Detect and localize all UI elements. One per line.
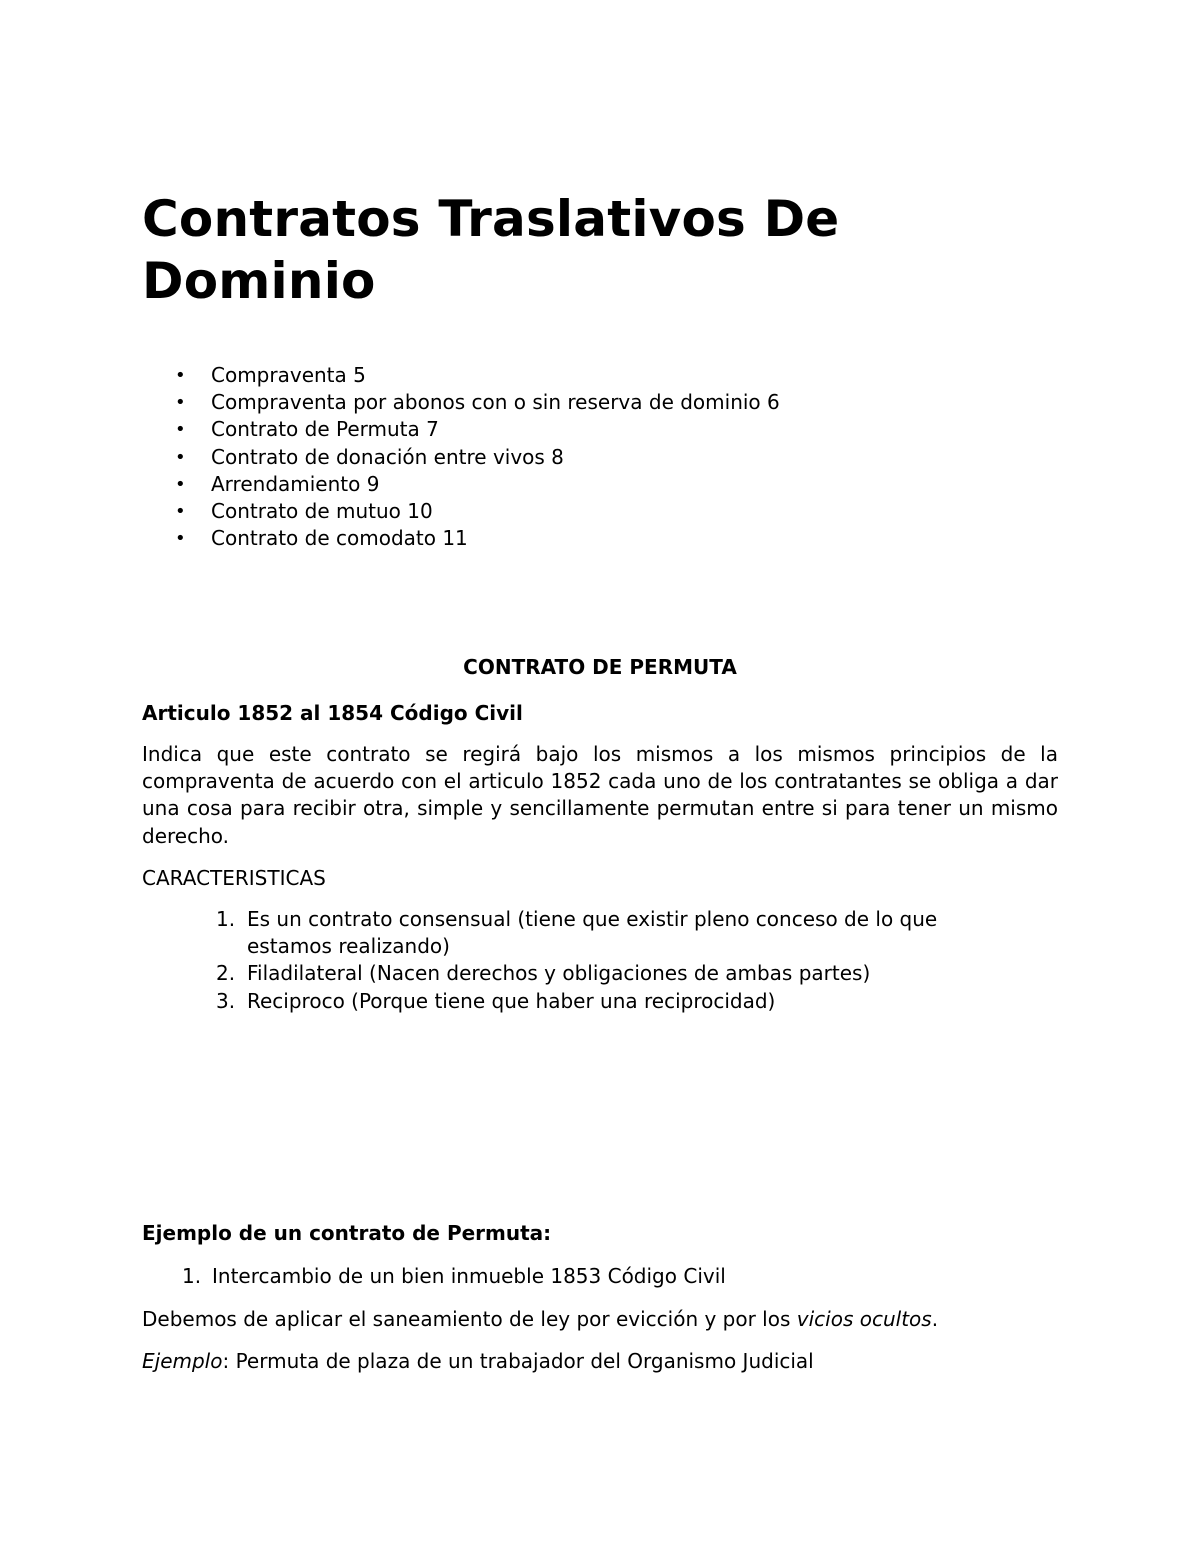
characteristics-label: CARACTERISTICAS [142,866,326,890]
table-of-contents [142,362,780,552]
description-paragraph: Indica que este contrato se regirá bajo los mismos a los mismos principios de la compraventa de acuerdo con el articulo 1852 cada uno de los contratantes se obliga a dar una cosa para recibir otra, simple y sencillamente permutan entre si para tener un mismo derecho. [142,742,1058,848]
toc-item [142,498,780,525]
bullet-icon: • [175,365,186,386]
list-item-text: Filadilateral (Nacen derechos y obligaciones de ambas partes) [247,961,871,986]
example-heading: Ejemplo de un contrato de Permuta: [142,1221,552,1245]
document-title: Contratos Traslativos De Dominio [142,190,840,310]
bullet-icon: • [175,528,186,550]
toc-item-label: Arrendamiento 9 [211,471,380,496]
toc-item-label: Contrato de donación entre vivos 8 [211,444,564,469]
toc-item-label: Contrato de mutuo 10 [211,499,433,524]
list-item-text: Reciproco (Porque tiene que haber una reciprocidad) [247,988,776,1013]
bullet-icon: • [175,473,186,495]
example-paragraph [142,1348,814,1374]
list-item [142,960,1058,987]
toc-item [142,444,780,471]
toc-item [142,525,780,552]
article-reference: Articulo 1852 al 1854 Código Civil [142,701,523,725]
list-item-text: Es un contrato consensual (tiene que existir pleno conceso de lo que estamos realizando) [247,907,938,959]
toc-item-label: Contrato de comodato 11 [211,526,468,551]
list-number: 3. [216,988,236,1013]
list-number: 2. [216,961,236,986]
eviction-period: . [931,1307,939,1331]
example-text: : Permuta de plaza de un trabajador del Organismo Judicial [222,1349,814,1373]
toc-item [142,471,780,498]
eviction-paragraph [142,1306,938,1332]
toc-item [142,362,780,389]
list-number: 1. [216,907,236,931]
list-item [142,1263,1058,1290]
bullet-icon: • [175,419,186,441]
eviction-text: Debemos de aplicar el saneamiento de ley por evicción y por los [142,1307,797,1331]
bullet-icon: • [175,392,186,414]
section-heading: CONTRATO DE PERMUTA [463,655,737,679]
list-number: 1. [182,1264,202,1288]
toc-item-label: Compraventa 5 [211,363,366,387]
bullet-icon: • [175,501,186,523]
list-item [142,988,1058,1015]
toc-item-label: Compraventa por abonos con o sin reserva de dominio 6 [211,390,780,415]
characteristics-list [142,906,1058,1015]
toc-item [142,416,780,443]
toc-item [142,389,780,416]
toc-item-label: Contrato de Permuta 7 [211,417,439,442]
bullet-icon: • [175,446,186,468]
example-label: Ejemplo [142,1349,223,1373]
document-page [142,188,1058,1373]
list-item-text: Intercambio de un bien inmueble 1853 Código Civil [212,1264,726,1288]
hidden-defects-text: vicios ocultos [796,1307,932,1331]
examples-list [142,1263,1058,1290]
list-item [142,906,1058,960]
